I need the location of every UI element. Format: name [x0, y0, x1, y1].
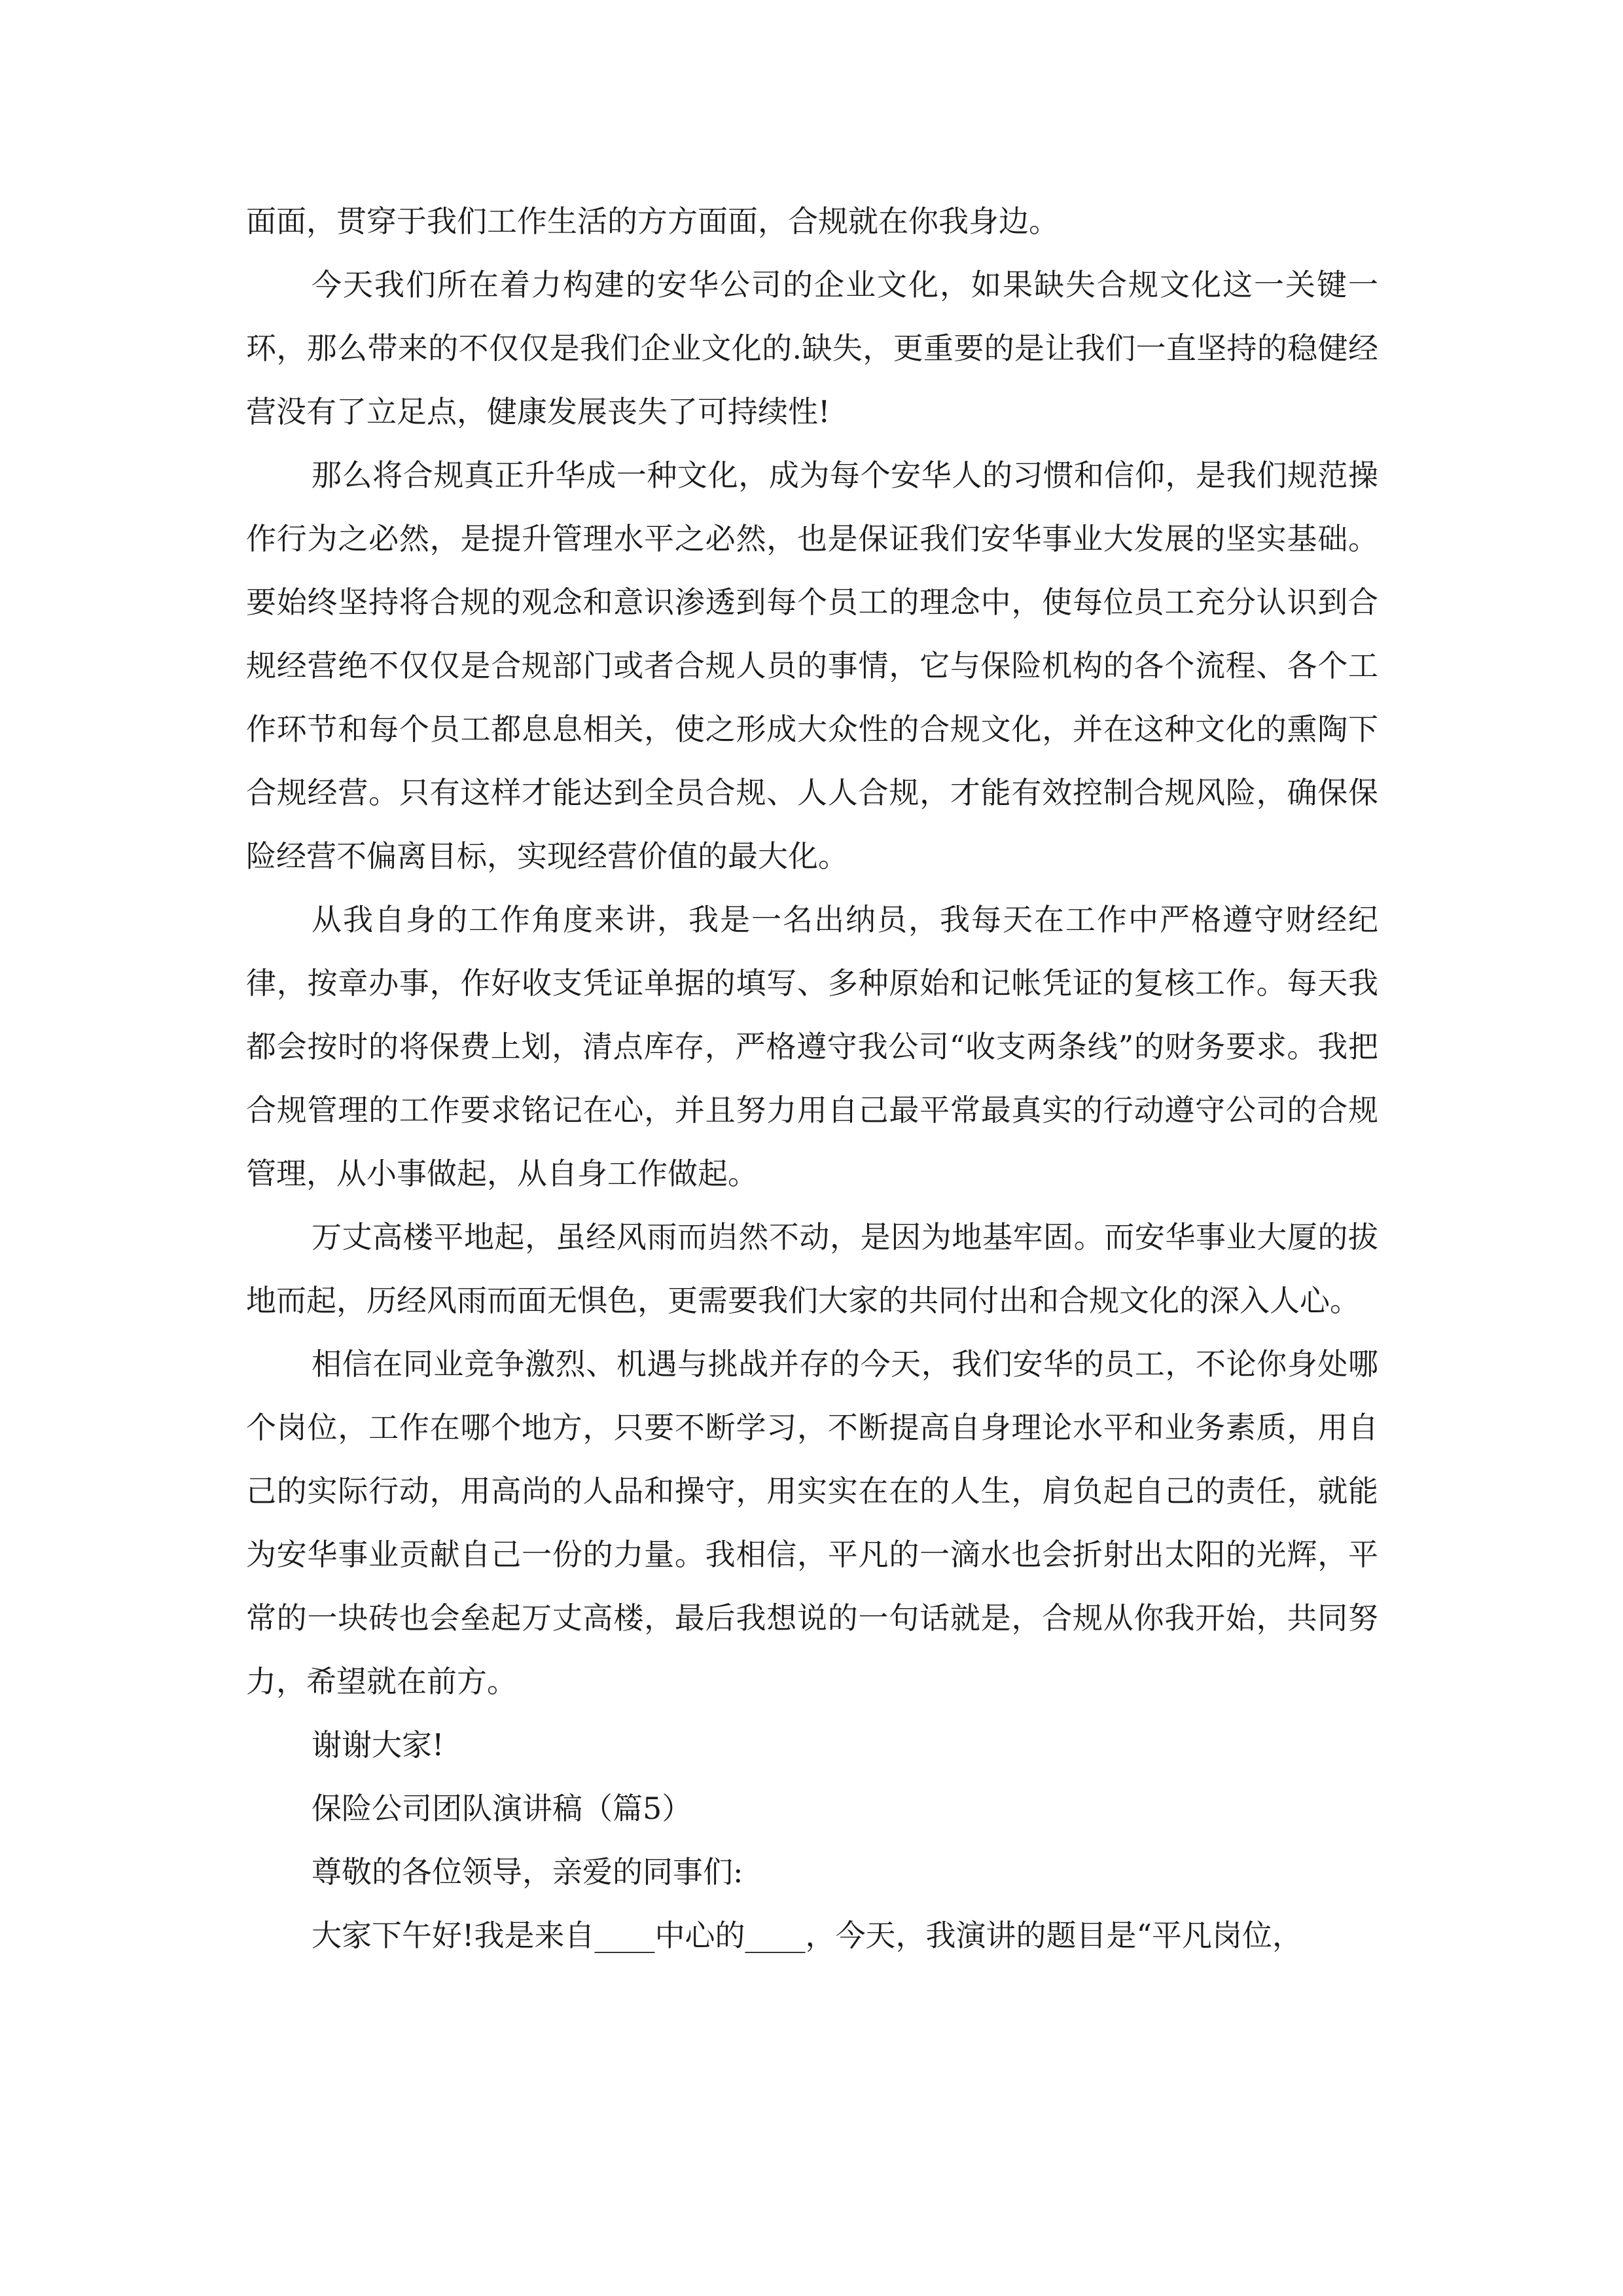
paragraph-corporate-culture: 今天我们所在着力构建的安华公司的企业文化，如果缺失合规文化这一关键一环，那么带来的不仅仅是我们企业文化的.缺失，更重要的是让我们一直坚持的稳健经营没有了立足点，健康发展丧失了可持续性!	[246, 267, 1378, 429]
paragraph-salutation: 尊敬的各位领导，亲爱的同事们:	[312, 1854, 743, 1890]
paragraph-thanks: 谢谢大家!	[312, 1727, 444, 1763]
paragraph-greeting: 大家下午好!我是来自____中心的____，今天，我演讲的题目是“平凡岗位，	[312, 1918, 1303, 1953]
paragraph-believe: 相信在同业竞争激烈、机遇与挑战并存的今天，我们安华的员工，不论你身处哪个岗位，工作在哪个地方，只要不断学习，不断提高自身理论水平和业务素质，用自己的实际行动，用高尚的人品和操守，用实实在在的人生，肩负起自己的责任，就能为安华事业贡献自己一份的力量。我相信，平凡的一滴水也会折射出太阳的光辉，平常的一块砖也会垒起万丈高楼，最后我想说的一句话就是，合规从你我开始，共同努力，希望就在前方。	[246, 1346, 1378, 1699]
paragraph-compliance-culture: 那么将合规真正升华成一种文化，成为每个安华人的习惯和信仰，是我们规范操作行为之必然，是提升管理水平之必然，也是保证我们安华事业大发展的坚实基础。要始终坚持将合规的观念和意识渗透到每个员工的理念中，使每位员工充分认识到合规经营绝不仅仅是合规部门或者合规人员的事情，它与保险机构的各个流程、各个工作环节和每个员工都息息相关，使之形成大众性的合规文化，并在这种文化的熏陶下合规经营。只有这样才能达到全员合规、人人合规，才能有效控制合规风险，确保保险经营不偏离目标，实现经营价值的最大化。	[246, 457, 1378, 874]
section-heading: 保险公司团队演讲稿（篇5）	[312, 1791, 692, 1826]
paragraph-continuation: 面面，贯穿于我们工作生活的方方面面，合规就在你我身边。	[246, 204, 1059, 239]
paragraph-cashier-work: 从我自身的工作角度来讲，我是一名出纳员，我每天在工作中严格遵守财经纪律，按章办事，作好收支凭证单据的填写、多种原始和记帐凭证的复核工作。每天我都会按时的将保费上划，清点库存，严格遵守我公司“收支两条线”的财务要求。我把合规管理的工作要求铭记在心，并且努力用自己最平常最真实的行动遵守公司的合规管理，从小事做起，从自身工作做起。	[246, 902, 1378, 1191]
document-page	[246, 190, 1378, 1967]
paragraph-foundation: 万丈高楼平地起，虽经风雨而岿然不动，是因为地基牢固。而安华事业大厦的拔地而起，历经风雨而面无惧色，更需要我们大家的共同付出和合规文化的深入人心。	[246, 1219, 1378, 1318]
